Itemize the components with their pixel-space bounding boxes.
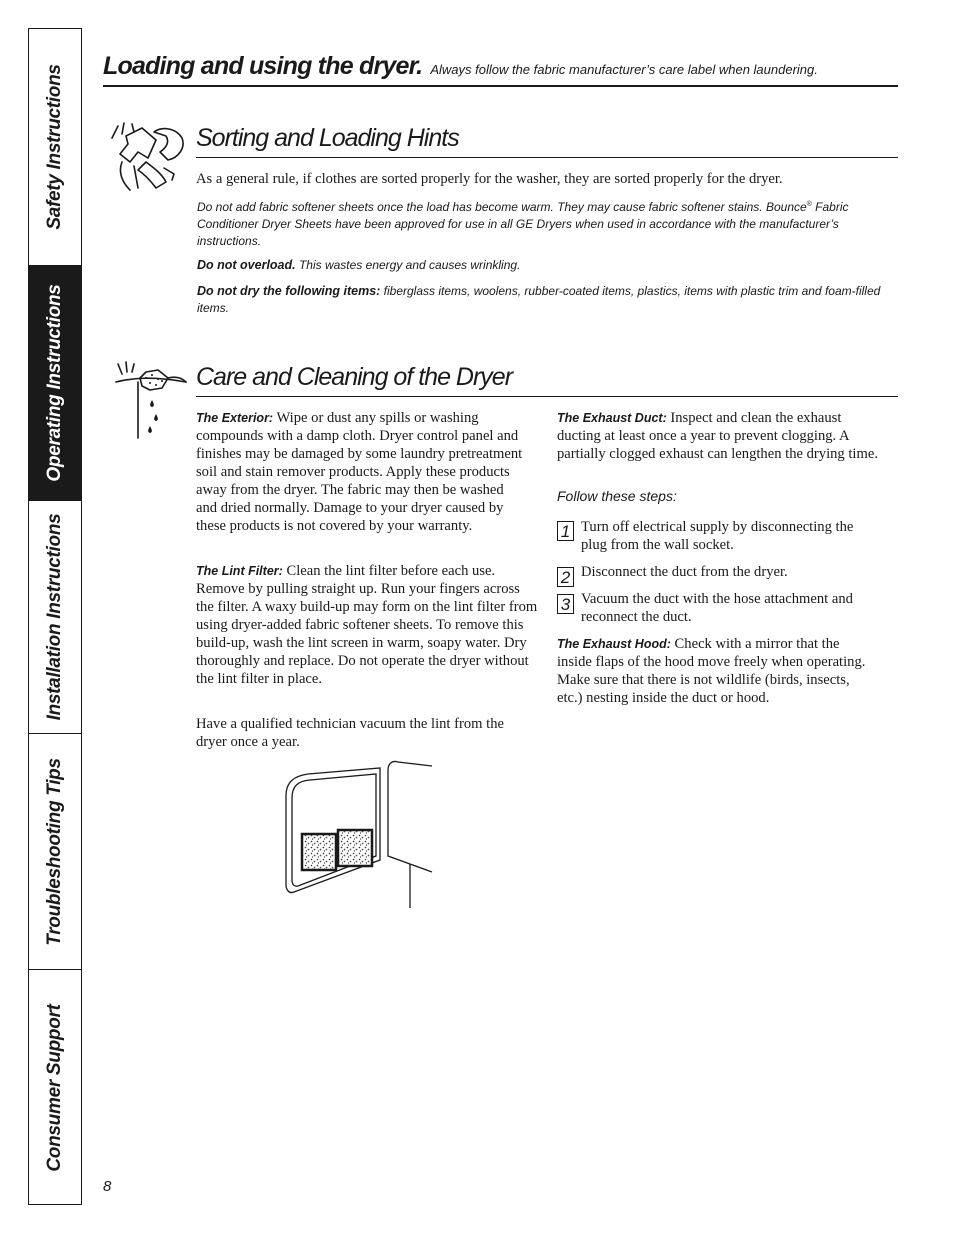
overload-note xyxy=(197,257,897,274)
tab-operating-instructions[interactable] xyxy=(29,266,81,501)
tab-label: Installation Instructions xyxy=(44,513,65,721)
overload-lead: Do not overload. xyxy=(197,258,296,272)
registered-mark: ® xyxy=(806,201,812,208)
step-text: Vacuum the duct with the hose attachment and reconnect the duct. xyxy=(581,591,853,625)
tab-label: Safety Instructions xyxy=(44,64,65,230)
step-number: 3 xyxy=(557,594,574,614)
exhaust-duct-paragraph xyxy=(557,409,887,463)
page-number: 8 xyxy=(103,1178,112,1195)
clothes-sorting-icon xyxy=(104,118,190,194)
cleaning-cloth-icon xyxy=(112,360,192,442)
hood-text: Check with a mirror that the inside flaps of the hood move freely when operating. Make sure that there is not wildlife (birds, insects, etc.) nesting inside the duct or hood. xyxy=(557,636,866,706)
page-title: Loading and using the dryer. xyxy=(103,52,423,80)
tab-installation-instructions[interactable] xyxy=(29,501,81,734)
softener-note-text-cont: Fabric Conditioner Dryer Sheets have been approved for use in all GE Dryers when used in accordance with the manufacturer’s instructions. xyxy=(197,200,849,248)
tab-consumer-support[interactable] xyxy=(29,970,81,1205)
exhaust-hood-paragraph xyxy=(557,635,877,707)
lint-lead: The Lint Filter: xyxy=(196,564,283,578)
softener-note xyxy=(197,196,897,250)
step-text: Disconnect the duct from the dryer. xyxy=(581,564,788,580)
tab-label: Consumer Support xyxy=(44,1003,65,1172)
exterior-text: Wipe or dust any spills or washing compounds with a damp cloth. Dryer control panel and finishes may be damaged by some laundry pretreatment soil and stain remover products. Apply these products away from the dryer. The fabric may then be washed and dried normally. Damage to your dryer caused by these products is not covered by your warranty. xyxy=(196,410,523,534)
lint-filter-illustration xyxy=(280,756,440,912)
lint-text: Clean the lint filter before each use. Remove by pulling straight up. Run your fingers across the filter. A waxy build-up may form on the lint filter from using dryer-added fabric softener sheets. To remove this build-up, wash the lint screen in warm, soapy water. Dry thoroughly and replace. Do not operate the dryer without the lint filter in place. xyxy=(196,563,538,687)
sorting-intro: As a general rule, if clothes are sorted properly for the washer, they are sorted properly for the dryer. xyxy=(196,171,783,187)
overload-text: This wastes energy and causes wrinkling. xyxy=(295,258,521,272)
step-text: Turn off electrical supply by disconnecting the plug from the wall socket. xyxy=(581,519,854,553)
step-number: 2 xyxy=(557,567,574,587)
softener-note-text: Do not add fabric softener sheets once the load has become warm. They may cause fabric softener stains. Bounce xyxy=(197,200,807,214)
duct-text: Inspect and clean the exhaust ducting at least once a year to prevent clogging. A partially clogged exhaust can lengthen the drying time. xyxy=(557,410,878,462)
no-dry-note xyxy=(197,283,887,317)
no-dry-text: fiberglass items, woolens, rubber-coated items, plastics, items with plastic trim and foam-filled items. xyxy=(197,284,881,315)
page-subtitle: Always follow the fabric manufacturer’s care label when laundering. xyxy=(430,62,818,77)
no-dry-lead: Do not dry the following items: xyxy=(197,284,381,298)
tab-label: Operating Instructions xyxy=(44,284,65,482)
exterior-paragraph xyxy=(196,409,526,535)
tab-label: Troubleshooting Tips xyxy=(44,757,65,946)
section-heading-sorting: Sorting and Loading Hints xyxy=(196,124,898,158)
step-number: 1 xyxy=(557,521,574,541)
tab-troubleshooting-tips[interactable] xyxy=(29,734,81,970)
hood-lead: The Exhaust Hood: xyxy=(557,637,671,651)
side-tab-strip xyxy=(28,28,82,1205)
follow-steps-label: Follow these steps: xyxy=(557,488,677,504)
exterior-lead: The Exterior: xyxy=(196,411,274,425)
duct-lead: The Exhaust Duct: xyxy=(557,411,667,425)
lint-filter-paragraph xyxy=(196,562,538,688)
section-heading-care: Care and Cleaning of the Dryer xyxy=(196,363,898,397)
technician-paragraph: Have a qualified technician vacuum the lint from the dryer once a year. xyxy=(196,716,504,750)
page-header xyxy=(103,52,898,87)
tab-safety-instructions[interactable] xyxy=(29,29,81,266)
